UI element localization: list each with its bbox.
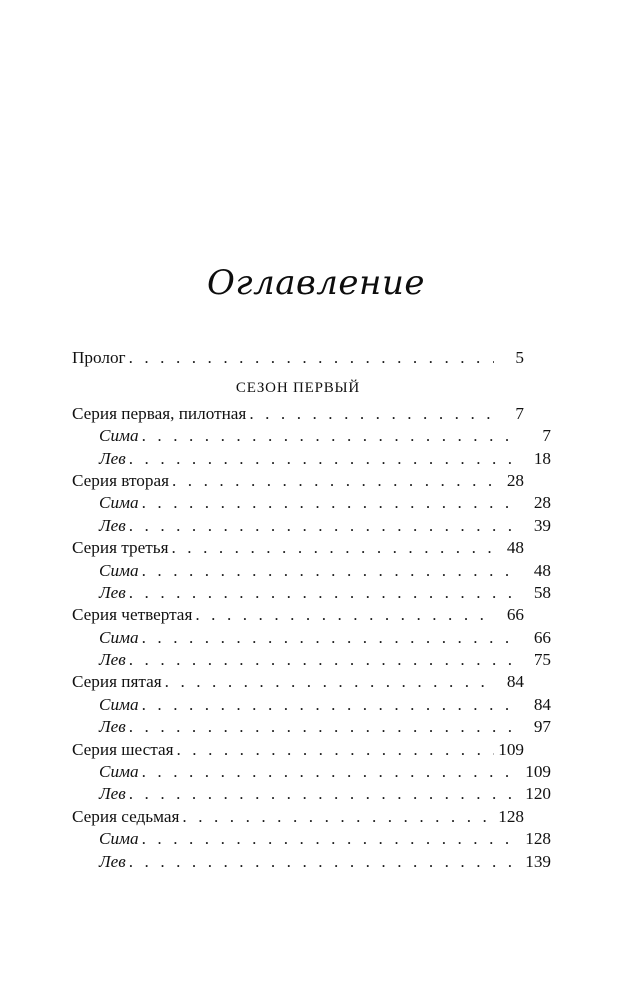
toc-entry[interactable] <box>72 672 524 694</box>
toc-entry-page-number: 84 <box>506 672 524 692</box>
spacer <box>72 370 524 377</box>
toc-entry[interactable] <box>72 471 524 493</box>
toc-entry-label: Сима <box>99 426 139 446</box>
toc-entry-page-number: 120 <box>525 784 551 804</box>
toc-entry[interactable] <box>72 605 524 627</box>
toc-entry-page-number: 109 <box>525 762 551 782</box>
toc-entry-label: Серия шестая <box>72 739 174 759</box>
toc-entry-page-number: 109 <box>498 739 524 759</box>
dot-leader <box>129 450 521 467</box>
toc-entry-label: Серия третья <box>72 538 169 558</box>
toc-entry[interactable] <box>72 717 551 739</box>
dot-leader <box>142 763 521 780</box>
section-heading-season-one: СЕЗОН ПЕРВЫЙ <box>235 380 361 397</box>
toc-entry-label: Лев <box>99 851 126 871</box>
toc-entry-label: Лев <box>99 717 126 737</box>
toc-entry-page-number: 66 <box>506 605 524 625</box>
toc-entry-label: Серия первая, пилотная <box>72 403 247 423</box>
toc-entry-label: Сима <box>99 560 139 580</box>
dot-leader <box>172 539 495 556</box>
toc-entry[interactable] <box>72 404 524 426</box>
toc-entry-page-number: 7 <box>515 403 524 423</box>
toc-entry-page-number: 139 <box>525 851 551 871</box>
dot-leader <box>176 741 494 758</box>
toc-entry-page-number: 75 <box>533 650 551 670</box>
toc-entry[interactable] <box>72 538 524 560</box>
toc-entry-label: Серия седьмая <box>72 806 180 826</box>
page-title: Оглавление <box>207 263 425 303</box>
toc-entry-label: Лев <box>99 515 126 535</box>
toc-entry-label: Сима <box>99 829 139 849</box>
dot-leader <box>129 584 521 601</box>
toc-entry[interactable] <box>72 493 551 515</box>
toc-entry-page-number: 28 <box>506 470 524 490</box>
toc-entry-page-number: 66 <box>533 627 551 647</box>
toc-entry-page-number: 39 <box>533 515 551 535</box>
dot-leader <box>142 427 521 444</box>
toc-entry[interactable] <box>72 583 551 605</box>
toc-entry-label: Лев <box>99 650 126 670</box>
dot-leader <box>249 405 494 422</box>
dot-leader <box>195 606 494 623</box>
toc-entry[interactable] <box>72 784 551 806</box>
toc-entry-page-number: 128 <box>498 806 524 826</box>
toc-entry[interactable] <box>72 449 551 471</box>
toc-entry-label: Сима <box>99 493 139 513</box>
toc-entry-label: Сима <box>99 694 139 714</box>
dot-leader <box>172 472 494 489</box>
dot-leader <box>142 494 521 511</box>
toc-entry[interactable] <box>72 561 551 583</box>
toc-entry-page-number: 18 <box>533 448 551 468</box>
toc-entry-label: Пролог <box>72 348 126 367</box>
toc-entry[interactable] <box>72 762 551 784</box>
toc-entry[interactable] <box>72 516 551 538</box>
dot-leader <box>129 651 521 668</box>
toc-entry[interactable] <box>72 829 551 851</box>
dot-leader <box>129 785 521 802</box>
toc-entry-page-number: 48 <box>533 560 551 580</box>
toc-entry-label: Серия четвертая <box>72 605 193 625</box>
toc-entry[interactable] <box>72 628 551 650</box>
toc-entry-label: Сима <box>99 627 139 647</box>
dot-leader <box>142 562 521 579</box>
toc-entry-list <box>72 403 551 874</box>
dot-leader <box>129 349 494 366</box>
toc-entry[interactable] <box>72 852 551 874</box>
toc-entry-page-number: 7 <box>542 426 551 446</box>
dot-leader <box>142 830 521 847</box>
toc-entry-label: Серия вторая <box>72 470 169 490</box>
dot-leader <box>165 673 494 690</box>
table-of-contents <box>72 348 551 874</box>
toc-entry-label: Лев <box>99 448 126 468</box>
dot-leader <box>129 517 521 534</box>
toc-entry-page-number: 84 <box>533 694 551 714</box>
dot-leader <box>142 696 521 713</box>
toc-entry[interactable] <box>72 807 524 829</box>
toc-entry-label: Серия пятая <box>72 672 162 692</box>
toc-entry[interactable] <box>72 740 524 762</box>
toc-entry[interactable] <box>72 650 551 672</box>
toc-entry[interactable] <box>72 426 551 448</box>
dot-leader <box>129 718 521 735</box>
dot-leader <box>142 629 521 646</box>
toc-entry-page-number: 58 <box>533 582 551 602</box>
toc-entry-page-number: 48 <box>506 538 524 558</box>
toc-entry-page-number: 128 <box>525 829 551 849</box>
toc-entry-page-number: 28 <box>533 493 551 513</box>
dot-leader <box>182 808 494 825</box>
toc-entry-page-number: 97 <box>533 717 551 737</box>
toc-entry-page-number: 5 <box>515 348 524 367</box>
toc-entry-label: Лев <box>99 582 126 602</box>
toc-entry[interactable] <box>72 695 551 717</box>
toc-entry-prolog[interactable] <box>72 348 524 370</box>
toc-entry-label: Лев <box>99 784 126 804</box>
toc-entry-label: Сима <box>99 762 139 782</box>
dot-leader <box>129 853 521 870</box>
